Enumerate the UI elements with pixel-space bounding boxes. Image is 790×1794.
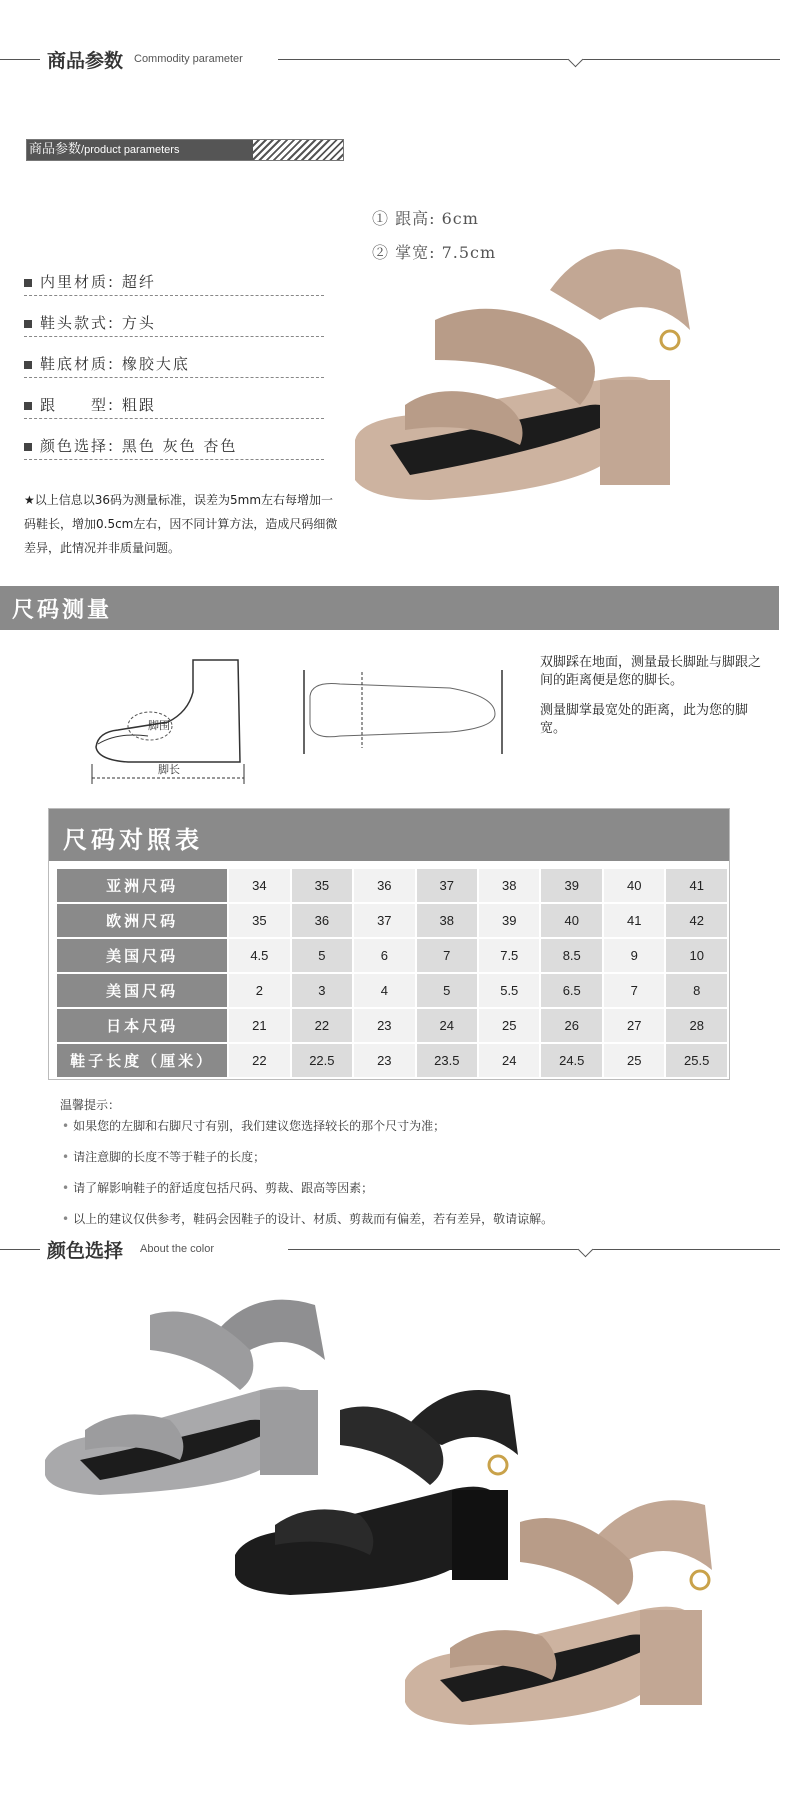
- size-row: [57, 1009, 727, 1042]
- size-cell: 42: [666, 904, 727, 937]
- divider: [0, 1249, 40, 1250]
- param-bar-cn: 商品参数: [29, 142, 82, 157]
- attribute-text: 鞋头款式: 方头: [40, 314, 156, 332]
- tip-text: 请注意脚的长度不等于鞋子的长度；: [73, 1150, 266, 1164]
- size-cell: 24.5: [541, 1044, 602, 1077]
- divider: [0, 59, 40, 60]
- size-cell: 25: [604, 1044, 664, 1077]
- size-cell: 34: [229, 869, 289, 902]
- size-cell: 27: [604, 1009, 664, 1042]
- size-cell: 35: [292, 869, 353, 902]
- tip-text: 请了解影响鞋子的舒适度包括尺码、剪裁、跟高等因素；: [73, 1181, 374, 1195]
- attribute-heel: [24, 394, 324, 419]
- attribute-text: 内里材质: 超纤: [40, 273, 156, 291]
- size-cell: 3: [292, 974, 353, 1007]
- size-cell: 37: [417, 869, 478, 902]
- tip-item: • 请注意脚的长度不等于鞋子的长度；: [62, 1150, 266, 1164]
- spec-sole-width: ② 掌宽: 7.5cm: [372, 243, 497, 262]
- size-cell: 40: [541, 904, 602, 937]
- size-row-label: 日本尺码: [57, 1009, 227, 1042]
- size-cell: 23: [354, 1044, 414, 1077]
- size-table: [55, 867, 729, 1079]
- section-subtitle: About the color: [140, 1243, 214, 1255]
- size-row-label: 鞋子长度（厘米）: [57, 1044, 227, 1077]
- size-chart: [48, 808, 730, 1080]
- tip-item: • 以上的建议仅供参考，鞋码会因鞋子的设计、材质、剪裁而有偏差，若有差异，敬请谅解。: [62, 1212, 554, 1226]
- size-row: [57, 904, 727, 937]
- size-cell: 5: [417, 974, 478, 1007]
- stripe-decoration: [253, 140, 343, 160]
- size-cell: 10: [666, 939, 727, 972]
- size-cell: 2: [229, 974, 289, 1007]
- size-cell: 41: [604, 904, 664, 937]
- size-cell: 25: [479, 1009, 539, 1042]
- tip-text: 以上的建议仅供参考，鞋码会因鞋子的设计、材质、剪裁而有偏差，若有差异，敬请谅解。: [73, 1212, 554, 1226]
- size-cell: 5.5: [479, 974, 539, 1007]
- size-cell: 23: [354, 1009, 414, 1042]
- attribute-colors: [24, 435, 324, 460]
- measurement-note: ★以上信息以36码为测量标准，误差为5mm左右每增加一码鞋长，增加0.5cm左右，因不同计算方法，造成尺码细微差异，此情况并非质量问题。: [24, 493, 338, 555]
- bullet-square-icon: [24, 402, 32, 410]
- size-row-label: 欧洲尺码: [57, 904, 227, 937]
- size-cell: 6: [354, 939, 414, 972]
- size-cell: 24: [417, 1009, 478, 1042]
- size-cell: 40: [604, 869, 664, 902]
- size-cell: 22: [292, 1009, 353, 1042]
- banner-title: 尺码测量: [12, 598, 113, 623]
- attribute-lining: [24, 271, 324, 296]
- spec-heel-height: ① 跟高: 6cm: [372, 209, 479, 228]
- chevron-down-icon: [568, 52, 584, 68]
- apricot-sandal-color-image: [400, 1480, 760, 1730]
- attribute-text: 跟 型: 粗跟: [40, 396, 156, 414]
- size-cell: 5: [292, 939, 353, 972]
- size-cell: 36: [354, 869, 414, 902]
- size-cell: 4.5: [229, 939, 289, 972]
- param-bar-en: /product parameters: [81, 144, 180, 156]
- measure-text-length: 双脚踩在地面，测量最长脚趾与脚跟之间的距离便是您的脚长。: [540, 655, 762, 688]
- tip-item: • 如果您的左脚和右脚尺寸有别，我们建议您选择较长的那个尺寸为准；: [62, 1119, 446, 1133]
- chevron-down-icon: [578, 1242, 594, 1258]
- bullet-square-icon: [24, 320, 32, 328]
- divider: [278, 59, 780, 60]
- size-cell: 9: [604, 939, 664, 972]
- tips-title: 温馨提示：: [60, 1098, 121, 1112]
- section-subtitle: Commodity parameter: [134, 53, 243, 65]
- attribute-text: 颜色选择: 黑色 灰色 杏色: [40, 437, 238, 455]
- size-cell: 22.5: [292, 1044, 353, 1077]
- size-cell: 4: [354, 974, 414, 1007]
- size-cell: 6.5: [541, 974, 602, 1007]
- attribute-sole: [24, 353, 324, 378]
- bullet-square-icon: [24, 443, 32, 451]
- tip-text: 如果您的左脚和右脚尺寸有别，我们建议您选择较长的那个尺寸为准；: [73, 1119, 446, 1133]
- size-cell: 24: [479, 1044, 539, 1077]
- size-cell: 25.5: [666, 1044, 727, 1077]
- size-cell: 26: [541, 1009, 602, 1042]
- size-cell: 39: [541, 869, 602, 902]
- bullet-square-icon: [24, 279, 32, 287]
- size-cell: 23.5: [417, 1044, 478, 1077]
- divider: [288, 1249, 780, 1250]
- size-cell: 21: [229, 1009, 289, 1042]
- size-row: [57, 1044, 727, 1077]
- size-cell: 35: [229, 904, 289, 937]
- size-cell: 7: [417, 939, 478, 972]
- foot-top-diagram: [300, 666, 510, 758]
- bullet-square-icon: [24, 361, 32, 369]
- section-header-color: [0, 1230, 790, 1270]
- section-header-commodity: [0, 40, 790, 80]
- size-row-label: 亚洲尺码: [57, 869, 227, 902]
- size-cell: 38: [479, 869, 539, 902]
- section-title: 商品参数: [47, 50, 124, 72]
- size-cell: 39: [479, 904, 539, 937]
- measure-text-width: 测量脚掌最宽处的距离，此为您的脚宽。: [540, 703, 749, 736]
- section-title: 颜色选择: [47, 1240, 124, 1262]
- size-cell: 7: [604, 974, 664, 1007]
- size-row-label: 美国尺码: [57, 939, 227, 972]
- tip-item: • 请了解影响鞋子的舒适度包括尺码、剪裁、跟高等因素；: [62, 1181, 374, 1195]
- size-row: [57, 974, 727, 1007]
- foot-width-label: 脚围: [148, 719, 170, 732]
- size-cell: 36: [292, 904, 353, 937]
- size-cell: 8.5: [541, 939, 602, 972]
- size-cell: 22: [229, 1044, 289, 1077]
- size-cell: 7.5: [479, 939, 539, 972]
- size-row: [57, 869, 727, 902]
- size-cell: 37: [354, 904, 414, 937]
- size-cell: 38: [417, 904, 478, 937]
- size-row: [57, 939, 727, 972]
- size-cell: 8: [666, 974, 727, 1007]
- attribute-toe: [24, 312, 324, 337]
- product-parameters-bar: [26, 139, 344, 161]
- apricot-sandal-image: [350, 230, 770, 530]
- tips: [60, 1096, 760, 1241]
- size-cell: 41: [666, 869, 727, 902]
- size-row-label: 美国尺码: [57, 974, 227, 1007]
- size-chart-title: 尺码对照表: [63, 826, 203, 854]
- foot-length-label: 脚长: [158, 763, 180, 776]
- size-cell: 28: [666, 1009, 727, 1042]
- attribute-text: 鞋底材质: 橡胶大底: [40, 355, 190, 373]
- size-chart-header: [49, 809, 729, 861]
- size-measure-banner: [0, 586, 779, 630]
